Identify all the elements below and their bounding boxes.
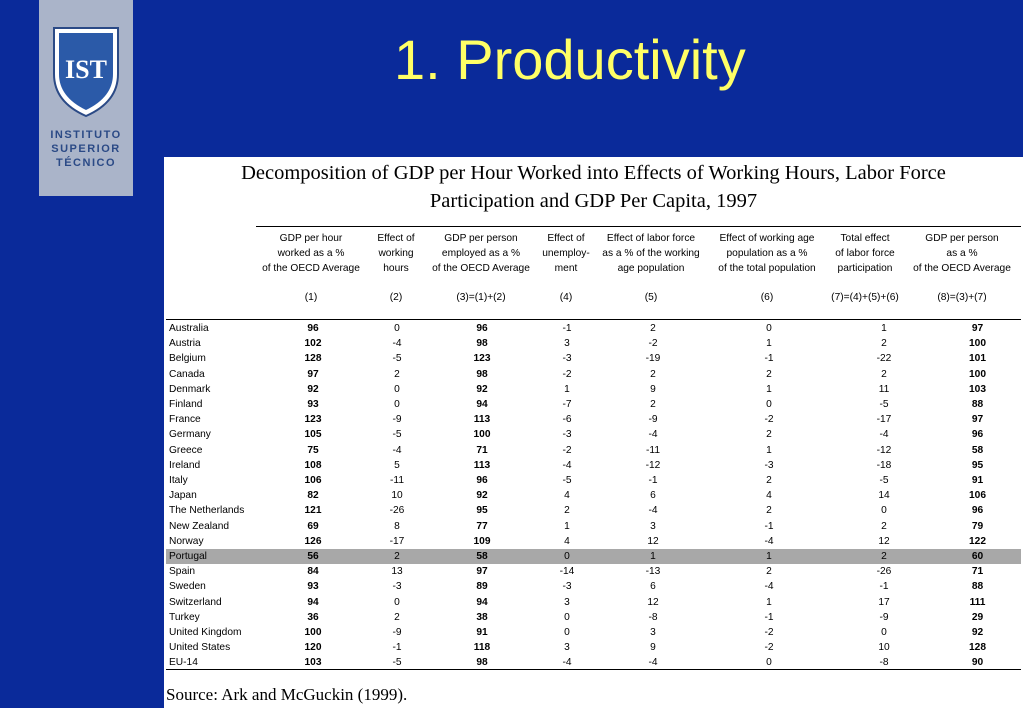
value-cell: 98: [476, 338, 488, 350]
value-cell: 1: [881, 323, 887, 334]
value-cell: -4: [648, 505, 658, 517]
value-cell: -1: [764, 353, 774, 365]
value-cell: 60: [934, 549, 1021, 564]
value-cell: -14: [559, 566, 575, 578]
value-cell: 121: [304, 505, 322, 517]
value-cell: 94: [476, 399, 488, 411]
column-header-line: Effect of working age: [719, 233, 815, 244]
header-top-rule: [256, 226, 1021, 227]
country-cell: EU-14: [169, 657, 198, 669]
value-cell: 88: [971, 399, 984, 411]
value-cell: 2: [766, 429, 772, 441]
value-cell: -17: [876, 414, 892, 426]
value-cell: -5: [392, 657, 402, 669]
value-cell: -4: [648, 429, 658, 441]
country-cell: Belgium: [169, 353, 206, 365]
table-title-line-2: Participation and GDP Per Capita, 1997: [429, 190, 758, 212]
value-cell: 126: [304, 535, 322, 547]
column-header-line: unemploy-: [542, 248, 590, 259]
value-cell: 103: [304, 657, 322, 669]
country-cell: Italy: [169, 475, 188, 487]
value-cell: 58: [971, 444, 984, 456]
value-cell: -5: [879, 399, 889, 411]
value-cell: 4: [564, 535, 570, 547]
value-cell: 98: [476, 368, 488, 380]
logo: [39, 0, 133, 196]
value-cell: 95: [476, 505, 488, 517]
value-cell: -4: [764, 535, 774, 547]
column-number-7: (7)=(4)+(5)+(6): [831, 292, 899, 303]
column-header-7: [825, 231, 905, 276]
column-number-4: (4): [559, 292, 573, 303]
table-row: [166, 595, 1021, 610]
value-cell: -9: [879, 611, 889, 623]
value-cell: 2: [362, 549, 432, 564]
value-cell: 92: [476, 490, 488, 502]
value-cell: 118: [473, 642, 491, 654]
value-cell: 97: [476, 566, 488, 578]
table-row: [166, 427, 1021, 442]
column-number-2: (2): [389, 292, 403, 303]
value-cell: -2: [648, 338, 658, 350]
value-cell: 111: [969, 596, 986, 608]
value-cell: 6: [650, 581, 656, 593]
value-cell: -19: [645, 353, 661, 365]
header-bottom-rule: [166, 319, 1021, 320]
column-header-line: Effect of: [377, 233, 415, 244]
value-cell: 94: [476, 596, 488, 608]
value-cell: 10: [391, 490, 403, 502]
table-row: [166, 473, 1021, 488]
table-row: [166, 549, 1021, 564]
value-cell: 105: [304, 429, 322, 441]
value-cell: 3: [650, 520, 656, 532]
value-cell: 120: [304, 642, 322, 654]
value-cell: 113: [473, 414, 491, 426]
value-cell: 96: [971, 429, 984, 441]
value-cell: 101: [969, 353, 986, 365]
country-cell: Austria: [169, 338, 201, 350]
value-cell: 2: [881, 338, 887, 350]
value-cell: -1: [392, 642, 402, 654]
column-header-line: of the OECD Average: [262, 263, 360, 274]
column-header-line: Total effect: [840, 233, 890, 244]
value-cell: 100: [473, 429, 491, 441]
column-header-line: of labor force: [835, 248, 895, 259]
value-cell: 17: [878, 596, 890, 608]
country-cell: The Netherlands: [169, 505, 245, 517]
value-cell: 0: [394, 596, 400, 608]
value-cell: 71: [971, 566, 984, 578]
table-row: [166, 412, 1021, 427]
value-cell: 122: [969, 535, 986, 547]
column-header-2: [366, 231, 426, 276]
table-row: [166, 610, 1021, 625]
value-cell: -9: [392, 627, 402, 639]
value-cell: 84: [307, 566, 319, 578]
value-cell: 77: [476, 520, 488, 532]
value-cell: 123: [473, 353, 491, 365]
value-cell: 10: [878, 642, 890, 654]
column-header-line: GDP per person: [444, 233, 518, 244]
country-cell: Norway: [169, 535, 204, 547]
value-cell: 71: [476, 444, 488, 456]
value-cell: 4: [766, 490, 772, 502]
value-cell: 3: [564, 596, 570, 608]
value-cell: 82: [307, 490, 319, 502]
value-cell: -1: [764, 611, 774, 623]
value-cell: 0: [532, 549, 602, 564]
value-cell: 2: [394, 611, 400, 623]
value-cell: -1: [879, 581, 889, 593]
country-cell: United States: [169, 642, 231, 654]
value-cell: 1: [602, 549, 704, 564]
country-cell: Sweden: [169, 581, 206, 593]
value-cell: 29: [971, 611, 984, 623]
value-cell: 98: [476, 657, 488, 669]
table-row: [166, 519, 1021, 534]
value-cell: 56: [264, 549, 362, 564]
value-cell: -4: [764, 581, 774, 593]
value-cell: 6: [650, 490, 656, 502]
table-row: [166, 397, 1021, 412]
value-cell: 92: [971, 627, 984, 639]
value-cell: -3: [562, 353, 572, 365]
value-cell: 5: [394, 459, 400, 471]
column-number-1: (1): [304, 292, 318, 303]
column-header-line: Effect of labor force: [606, 233, 696, 244]
value-cell: 2: [766, 505, 772, 517]
logo-monogram: IST: [65, 55, 107, 84]
value-cell: 94: [307, 596, 319, 608]
country-cell: Australia: [169, 323, 209, 334]
value-cell: 89: [476, 581, 488, 593]
table-row: [166, 321, 1021, 336]
table-row: [166, 503, 1021, 518]
value-cell: -26: [876, 566, 892, 578]
value-cell: -9: [392, 414, 402, 426]
table-title-line-1: Decomposition of GDP per Hour Worked into Effects of Working Hours, Labor Force: [241, 162, 946, 184]
column-header-line: GDP per hour: [279, 233, 343, 244]
table-row: [166, 336, 1021, 351]
country-cell: Germany: [169, 429, 211, 441]
value-cell: -5: [879, 475, 889, 487]
value-cell: 0: [394, 399, 400, 411]
value-cell: 97: [307, 368, 319, 380]
value-cell: 36: [307, 611, 319, 623]
data-table: [166, 321, 1021, 671]
value-cell: 58: [432, 549, 532, 564]
value-cell: 97: [971, 414, 984, 426]
table-row: [166, 564, 1021, 579]
value-cell: 100: [304, 627, 322, 639]
value-cell: -1: [648, 475, 658, 487]
column-header-5: [591, 231, 711, 276]
value-cell: -3: [392, 581, 402, 593]
value-cell: 96: [971, 505, 984, 517]
value-cell: 1: [564, 383, 570, 395]
value-cell: 123: [304, 414, 322, 426]
value-cell: 92: [307, 383, 319, 395]
value-cell: 2: [394, 368, 400, 380]
value-cell: 9: [650, 383, 656, 395]
value-cell: -12: [645, 459, 661, 471]
value-cell: -4: [562, 459, 572, 471]
column-header-6: [707, 231, 827, 276]
column-header-1: [251, 231, 371, 276]
column-header-line: hours: [383, 263, 409, 274]
value-cell: 0: [881, 627, 887, 639]
value-cell: 91: [971, 475, 984, 487]
value-cell: 0: [564, 611, 570, 623]
value-cell: 103: [969, 383, 986, 395]
value-cell: -4: [392, 444, 402, 456]
country-cell: France: [169, 414, 201, 426]
value-cell: 106: [969, 490, 986, 502]
column-header-line: Effect of: [547, 233, 585, 244]
country-cell: United Kingdom: [169, 627, 242, 639]
value-cell: -5: [562, 475, 572, 487]
table-row: [166, 351, 1021, 366]
column-header-line: working: [378, 248, 414, 259]
table-row: [166, 488, 1021, 503]
value-cell: 79: [971, 520, 984, 532]
logo-line-3: TÉCNICO: [56, 157, 116, 169]
value-cell: -2: [562, 368, 572, 380]
column-header-line: employed as a %: [441, 248, 521, 259]
value-cell: 12: [878, 535, 890, 547]
value-cell: -9: [648, 414, 658, 426]
value-cell: 0: [564, 627, 570, 639]
value-cell: 100: [969, 338, 986, 350]
value-cell: 96: [476, 475, 488, 487]
column-number-8: (8)=(3)+(7): [937, 292, 987, 303]
value-cell: -3: [764, 459, 774, 471]
value-cell: 102: [304, 338, 322, 350]
value-cell: 95: [971, 459, 984, 471]
value-cell: 2: [881, 368, 887, 380]
value-cell: 97: [971, 323, 984, 334]
table-source: Source: Ark and McGuckin (1999).: [166, 685, 408, 704]
column-header-line: ment: [554, 263, 578, 274]
value-cell: 2: [881, 520, 887, 532]
value-cell: 9: [650, 642, 656, 654]
value-cell: 1: [766, 383, 772, 395]
country-cell: Ireland: [169, 459, 201, 471]
value-cell: 2: [650, 323, 656, 334]
country-cell: Spain: [169, 566, 196, 578]
column-header-line: worked as a %: [277, 248, 345, 259]
value-cell: 0: [394, 383, 400, 395]
value-cell: -5: [392, 353, 402, 365]
country-cell: Portugal: [166, 549, 264, 564]
value-cell: 1: [766, 596, 772, 608]
value-cell: 93: [307, 581, 319, 593]
column-header-3: [421, 231, 541, 276]
logo-line-1: INSTITUTO: [50, 129, 122, 141]
value-cell: -8: [879, 657, 889, 669]
value-cell: 0: [766, 323, 772, 334]
value-cell: -2: [764, 414, 774, 426]
value-cell: 1: [704, 549, 834, 564]
country-cell: Denmark: [169, 383, 211, 395]
column-number-5: (5): [644, 292, 658, 303]
value-cell: 2: [766, 475, 772, 487]
value-cell: -11: [390, 475, 404, 487]
value-cell: 0: [766, 399, 772, 411]
column-number-3: (3)=(1)+(2): [456, 292, 506, 303]
value-cell: 0: [766, 657, 772, 669]
ist-shield-icon: [52, 26, 120, 118]
country-cell: Finland: [169, 399, 203, 411]
value-cell: -4: [879, 429, 889, 441]
value-cell: 2: [834, 549, 934, 564]
column-header-line: population as a %: [726, 248, 808, 259]
value-cell: 4: [564, 490, 570, 502]
value-cell: -12: [876, 444, 892, 456]
table-panel: [164, 157, 1023, 708]
table-row: [166, 534, 1021, 549]
table-row: [166, 382, 1021, 397]
value-cell: 92: [476, 383, 488, 395]
value-cell: 14: [878, 490, 890, 502]
value-cell: 2: [564, 505, 570, 517]
value-cell: -26: [389, 505, 405, 517]
table-row: [166, 625, 1021, 640]
country-cell: Switzerland: [169, 596, 222, 608]
value-cell: 88: [971, 581, 984, 593]
value-cell: 11: [878, 383, 890, 395]
value-cell: 38: [476, 611, 488, 623]
value-cell: 2: [650, 368, 656, 380]
country-cell: Greece: [169, 444, 203, 456]
value-cell: -6: [562, 414, 572, 426]
value-cell: 2: [766, 368, 772, 380]
country-cell: Turkey: [169, 611, 200, 623]
value-cell: 2: [650, 399, 656, 411]
value-cell: -2: [764, 627, 774, 639]
table-row: [166, 640, 1021, 655]
value-cell: 3: [564, 642, 570, 654]
value-cell: 128: [969, 642, 986, 654]
value-cell: 96: [476, 323, 488, 334]
value-cell: -1: [562, 323, 572, 334]
value-cell: 93: [307, 399, 319, 411]
value-cell: 96: [307, 323, 319, 334]
value-cell: 91: [476, 627, 488, 639]
value-cell: 8: [394, 520, 400, 532]
value-cell: 75: [307, 444, 319, 456]
country-cell: New Zealand: [169, 520, 230, 532]
value-cell: 1: [766, 338, 772, 350]
value-cell: 90: [971, 657, 984, 669]
value-cell: 0: [394, 323, 400, 334]
column-header-line: age population: [617, 263, 685, 274]
table-title: [164, 159, 1023, 215]
value-cell: 3: [650, 627, 656, 639]
value-cell: -18: [876, 459, 892, 471]
table-row: [166, 579, 1021, 594]
value-cell: -4: [562, 657, 572, 669]
column-header-line: as a %: [946, 248, 978, 259]
table-row: [166, 443, 1021, 458]
column-header-line: of the total population: [718, 263, 816, 274]
value-cell: -3: [562, 581, 572, 593]
column-header-line: of the OECD Average: [913, 263, 1011, 274]
value-cell: 13: [391, 566, 403, 578]
value-cell: -2: [562, 444, 572, 456]
table-row: [166, 367, 1021, 382]
value-cell: -13: [645, 566, 661, 578]
value-cell: 106: [304, 475, 322, 487]
column-header-4: [536, 231, 596, 276]
column-header-8: [902, 231, 1022, 276]
value-cell: -7: [562, 399, 572, 411]
table-row: [166, 458, 1021, 473]
value-cell: 1: [564, 520, 570, 532]
country-cell: Canada: [169, 368, 205, 380]
value-cell: -22: [876, 353, 892, 365]
column-header-line: participation: [837, 263, 893, 274]
value-cell: 2: [766, 566, 772, 578]
value-cell: 109: [473, 535, 491, 547]
value-cell: -4: [648, 657, 658, 669]
value-cell: 3: [564, 338, 570, 350]
column-header-line: as a % of the working: [602, 248, 700, 259]
value-cell: 69: [307, 520, 319, 532]
table-bottom-rule: [166, 669, 1021, 670]
value-cell: -5: [392, 429, 402, 441]
value-cell: 12: [647, 535, 659, 547]
logo-line-2: SUPERIOR: [51, 143, 121, 155]
column-header-line: of the OECD Average: [432, 263, 530, 274]
value-cell: 108: [304, 459, 322, 471]
value-cell: -17: [389, 535, 405, 547]
value-cell: 0: [881, 505, 887, 517]
column-header-line: GDP per person: [925, 233, 999, 244]
column-number-6: (6): [760, 292, 774, 303]
value-cell: 12: [647, 596, 659, 608]
value-cell: -1: [764, 520, 774, 532]
value-cell: -3: [562, 429, 572, 441]
slide-title: 1. Productivity: [394, 28, 746, 91]
value-cell: 100: [969, 368, 986, 380]
value-cell: 1: [766, 444, 772, 456]
value-cell: 128: [304, 353, 322, 365]
value-cell: -11: [646, 444, 660, 456]
value-cell: -4: [392, 338, 402, 350]
value-cell: 113: [473, 459, 491, 471]
country-cell: Japan: [169, 490, 197, 502]
logo-wordmark: [39, 128, 133, 170]
value-cell: -8: [648, 611, 658, 623]
value-cell: -2: [764, 642, 774, 654]
